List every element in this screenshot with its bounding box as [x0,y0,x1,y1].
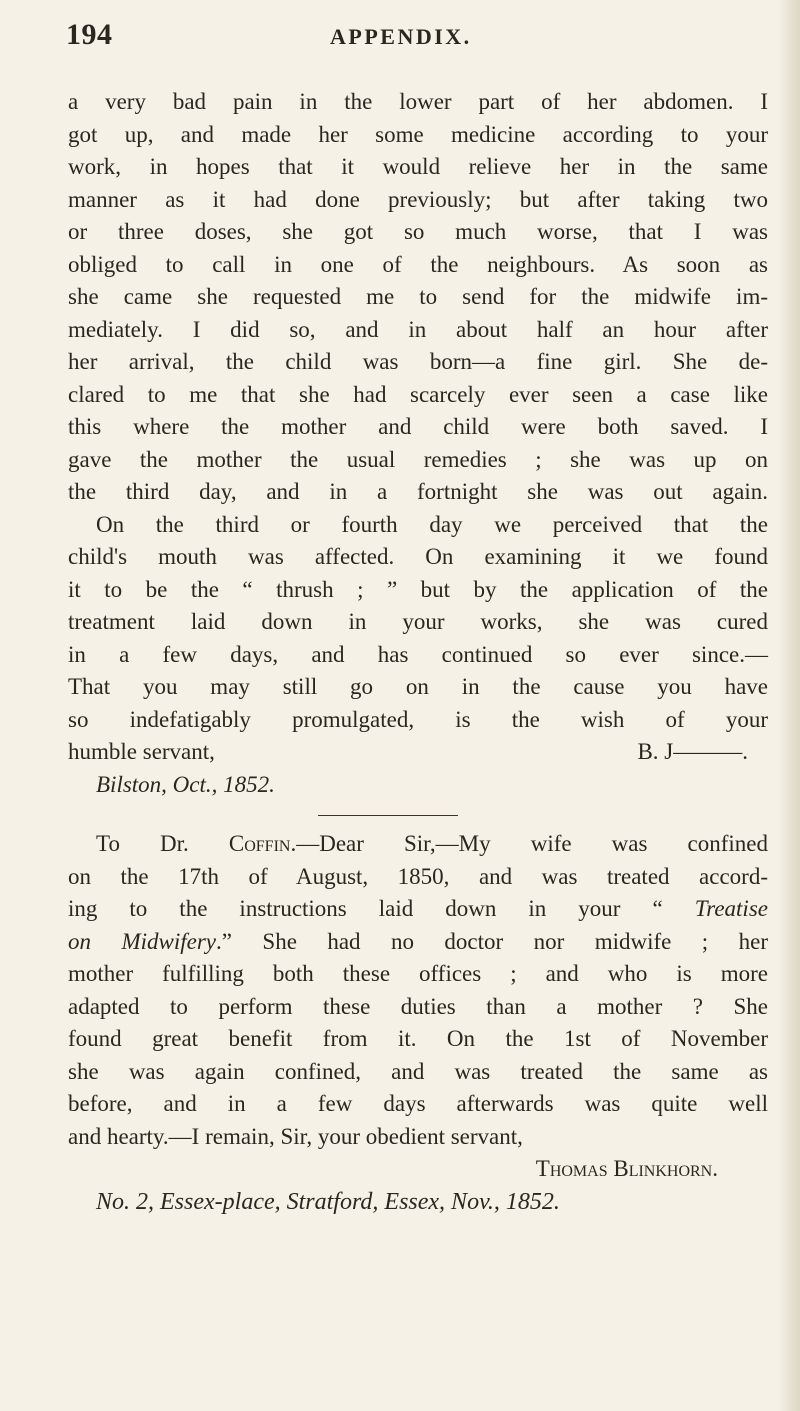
text-line [68,926,768,959]
running-head: APPENDIX. [330,24,472,49]
text-line: before, and in a few days afterwards was quite well [68,1091,768,1116]
letter-address: No. 2, Essex-place, Stratford, Essex, Nov., 1852. [96,1188,560,1215]
closing-text: humble servant, [68,739,215,764]
text-line: On the third or fourth day we perceived that the [96,511,768,537]
text-line: clared to me that she had scarcely ever seen a case like [68,381,768,407]
book-title-part: Treatise [694,896,768,921]
text-line: got up, and made her some medicine according to your [68,121,768,147]
page-edge-shadow [778,0,800,1411]
text-line: treatment laid down in your works, she was cured [68,609,768,634]
salutation-rest: .—Dear Sir,—My wife was confined [290,831,768,856]
salutation-line [68,828,768,861]
signature-name: Thomas Blinkhorn. [535,1156,718,1181]
text-line [68,893,768,926]
text-line: child's mouth was affected. On examining it we found [68,544,768,569]
text-line: so indefatigably promulgated, is the wish of your [68,706,768,732]
text-line: this where the mother and child were both saved. I [68,414,768,439]
signature-initials: B. J———. [637,739,748,764]
closing-line [68,736,768,769]
text-line: adapted to perform these duties than a mother ? She [68,993,768,1019]
text-fragment: ing to the instructions laid down in your “ [68,896,695,921]
text-line: That you may still go on in the cause you have [68,674,768,699]
page-number: 194 [66,18,113,51]
book-title-part: Midwifery [121,928,216,954]
body-text [68,86,768,1218]
text-line: a very bad pain in the lower part of her abdomen. I [68,89,768,114]
text-line: found great benefit from it. On the 1st of November [68,1026,768,1051]
letter-date: Bilston, Oct., 1852. [96,771,275,797]
text-line: mediately. I did so, and in about half an hour after [68,316,768,342]
text-line: she was again confined, and was treated the same as [68,1058,768,1084]
text-line: gave the mother the usual remedies ; she was up on [68,446,768,472]
text-line: manner as it had done previously; but after taking two [68,186,768,212]
text-line: work, in hopes that it would relieve her in the same [68,154,768,179]
text-line: it to be the “ thrush ; ” but by the application of the [68,576,768,602]
book-title-prefix: on [68,928,122,954]
text-line: she came she requested me to send for the midwife im- [68,284,768,309]
text-line: mother fulfilling both these offices ; and who is more [68,961,768,986]
section-divider [318,815,458,816]
text-line: on the 17th of August, 1850, and was treated accord- [68,863,768,889]
text-line: her arrival, the child was born—a fine girl. She de- [68,349,768,374]
addressee-name: Coffin [228,831,291,856]
page-header [0,14,800,54]
text-line: obliged to call in one of the neighbours. As soon as [68,251,768,277]
salutation-prefix: To Dr. [96,831,229,856]
text-fragment: .” She had no doctor nor midwife ; her [216,928,769,954]
text-line: the third day, and in a fortnight she was out again. [68,479,768,504]
text-line: or three doses, she got so much worse, that I was [68,219,768,244]
text-line: and hearty.—I remain, Sir, your obedient servant, [68,1123,523,1149]
text-line: in a few days, and has continued so ever since.— [68,641,768,667]
